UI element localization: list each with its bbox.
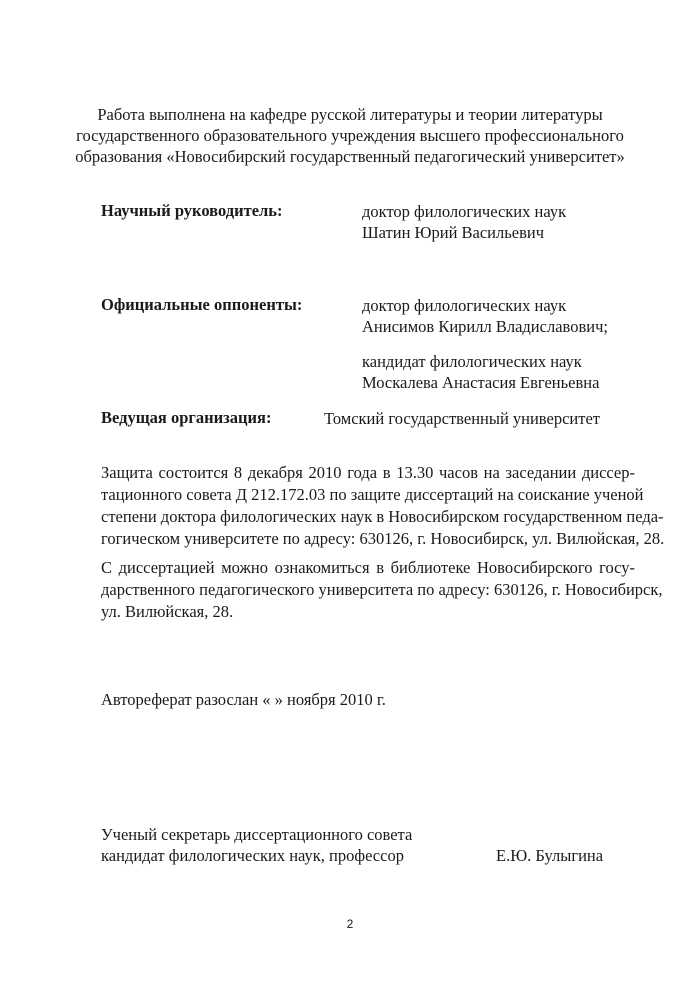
intro-line: образования «Новосибирский государственный педагогический университет» — [75, 147, 625, 166]
library-line: С диссертацией можно ознакомиться в библиотеке Новосибирского госу- — [101, 558, 635, 577]
supervisor-degree: доктор филологических наук — [362, 202, 567, 221]
intro-line: государственного образовательного учреждения высшего профессионального — [76, 126, 624, 145]
opponents-label: Официальные оппоненты: — [101, 295, 303, 314]
defense-paragraph — [101, 462, 665, 550]
leading-org-label: Ведущая организация: — [101, 408, 272, 427]
secretary-block — [101, 824, 412, 866]
supervisor-label: Научный руководитель: — [101, 201, 283, 220]
opponent-name: Москалева Анастасия Евгеньевна — [362, 373, 600, 392]
intro-line: Работа выполнена на кафедре русской литературы и теории литературы — [97, 105, 603, 124]
leading-org-value: Томский государственный университет — [324, 409, 600, 428]
secretary-title: Ученый секретарь диссертационного совета — [101, 825, 413, 844]
defense-line: тационного совета Д 212.172.03 по защите диссертаций на соискание ученой — [101, 485, 644, 504]
page-number: 2 — [346, 917, 354, 931]
library-line: ул. Вилюйская, 28. — [101, 602, 234, 621]
defense-line: гогическом университете по адресу: 630126, г. Новосибирск, ул. Вилюйская, 28. — [101, 529, 665, 548]
opponent-degree: доктор филологических наук — [362, 296, 567, 315]
abstract-sent-date: Автореферат разослан « » ноября 2010 г. — [101, 690, 386, 709]
intro-paragraph — [60, 104, 640, 167]
library-paragraph — [101, 557, 663, 623]
supervisor-name: Шатин Юрий Васильевич — [362, 223, 545, 242]
defense-line: степени доктора филологических наук в Новосибирском государственном педа- — [101, 507, 664, 526]
defense-line: Защита состоится 8 декабря 2010 года в 13.30 часов на заседании диссер- — [101, 463, 635, 482]
opponent-degree: кандидат филологических наук — [362, 352, 582, 371]
opponent-name: Анисимов Кирилл Владиславович; — [362, 317, 608, 336]
secretary-name: Е.Ю. Булыгина — [496, 846, 604, 865]
library-line: дарственного педагогического университета по адресу: 630126, г. Новосибирск, — [101, 580, 663, 599]
secretary-degree: кандидат филологических наук, профессор — [101, 846, 404, 865]
